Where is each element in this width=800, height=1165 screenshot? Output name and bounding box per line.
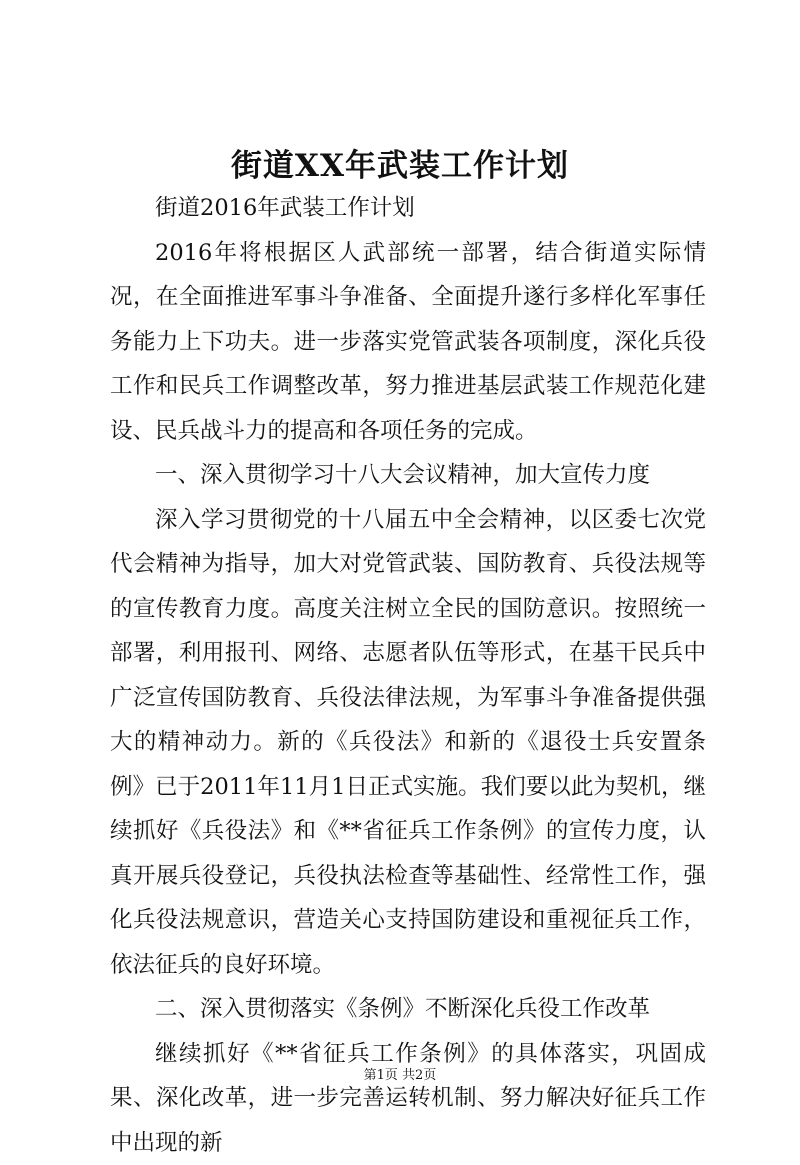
document-title: 街道XX年武装工作计划 (0, 140, 800, 185)
intro-paragraph: 2016年将根据区人武部统一部署，结合街道实际情况，在全面推进军事斗争准备、全面提升遂行多样化军事任务能力上下功夫。进一步落实党管武装各项制度，深化兵役工作和民兵工作调整改革，努力推进基层武装工作规范化建设、民兵战斗力的提高和各项任务的完成。 (110, 231, 706, 454)
section-heading-1: 一、深入贯彻学习十八大会议精神，加大宣传力度 (110, 453, 706, 498)
section-heading-2: 二、深入贯彻落实《条例》不断深化兵役工作改革 (110, 987, 706, 1032)
page-footer: 第1页 共2页 (0, 1064, 800, 1083)
document-body (110, 186, 706, 1165)
section-1-paragraph: 深入学习贯彻党的十八届五中全会精神，以区委七次党代会精神为指导，加大对党管武装、国防教育、兵役法规等的宣传教育力度。高度关注树立全民的国防意识。按照统一部署，利用报刊、网络、志愿者队伍等形式，在基干民兵中广泛宣传国防教育、兵役法律法规，为军事斗争准备提供强大的精神动力。新的《兵役法》和新的《退役士兵安置条例》已于2011年11月1日正式实施。我们要以此为契机，继续抓好《兵役法》和《**省征兵工作条例》的宣传力度，认真开展兵役登记，兵役执法检查等基础性、经常性工作，强化兵役法规意识，营造关心支持国防建设和重视征兵工作，依法征兵的良好环境。 (110, 498, 706, 988)
section-2-paragraph: 继续抓好《**省征兵工作条例》的具体落实，巩固成果、深化改革，进一步完善运转机制、努力解决好征兵工作中出现的新 (110, 1032, 706, 1165)
subtitle-paragraph: 街道2016年武装工作计划 (110, 186, 706, 231)
